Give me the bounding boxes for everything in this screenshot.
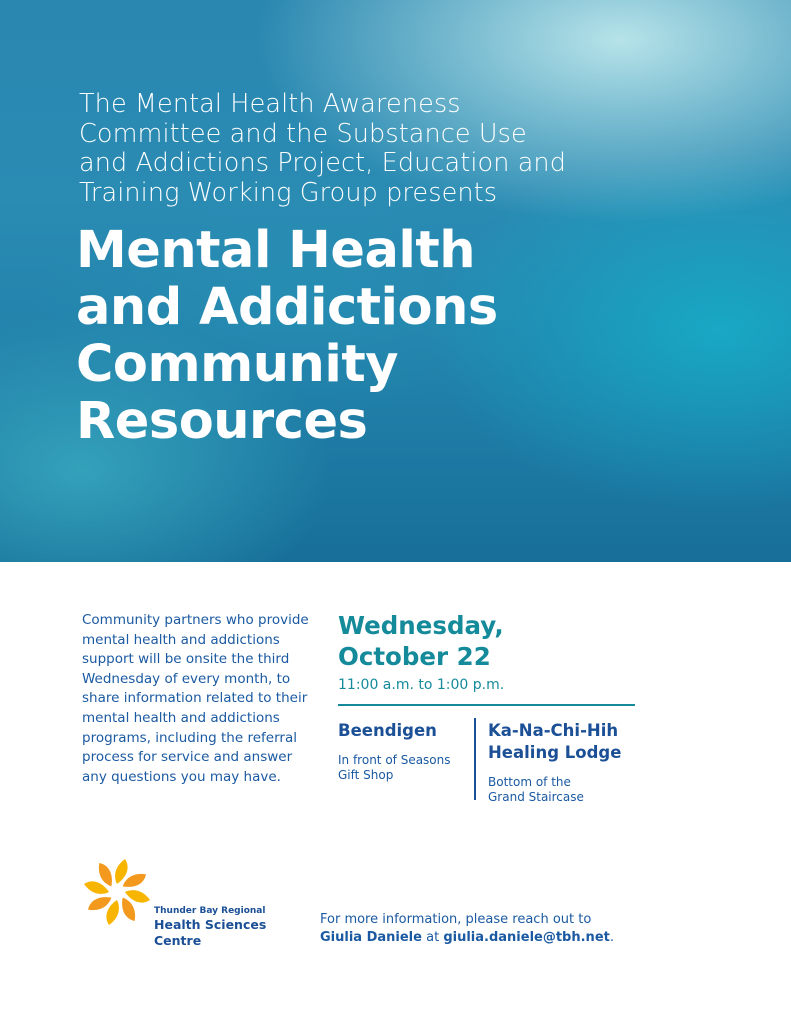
title-line: and Addictions <box>76 278 498 337</box>
contact-email-link[interactable]: giulia.daniele@tbh.net <box>443 930 610 945</box>
location-desc-line: Gift Shop <box>338 768 394 782</box>
event-date <box>338 610 504 672</box>
org-line: Thunder Bay Regional <box>154 906 266 916</box>
contact-suffix: . <box>609 930 614 945</box>
org-line: Health Sciences <box>154 917 267 932</box>
contact-info <box>320 911 750 947</box>
divider <box>338 704 635 706</box>
location-name-line: Beendigen <box>338 721 437 740</box>
location-divider <box>474 718 476 800</box>
event-description: Community partners who provide mental health and addictions support will be onsite the third Wednesday of every month, to share information related to their mental health and addictions programs, including the referral process for service and answer any questions you may have. <box>82 612 309 785</box>
intro-line: Committee and the Substance Use <box>79 118 527 149</box>
title-line: Mental Health <box>76 221 476 280</box>
date-line: Wednesday, <box>338 611 504 640</box>
location-name-line: Ka-Na-Chi-Hih <box>488 721 619 740</box>
sun-petals-icon <box>83 858 151 926</box>
location-desc-line: Bottom of the <box>488 775 571 789</box>
location-name-healing-lodge <box>488 720 621 764</box>
contact-name: Giulia Daniele <box>320 930 422 945</box>
event-time: 11:00 a.m. to 1:00 p.m. <box>338 677 505 693</box>
contact-prefix: For more information, please reach out to <box>320 912 592 927</box>
title-line: Resources <box>76 392 368 451</box>
presenters-intro <box>79 90 659 208</box>
location-desc-beendigen <box>338 753 451 783</box>
page-title <box>76 222 756 450</box>
organization-name <box>154 905 266 948</box>
location-name-line: Healing Lodge <box>488 743 622 762</box>
intro-line: The Mental Health Awareness <box>79 89 461 119</box>
location-desc-line: In front of Seasons <box>338 753 451 767</box>
date-line: October 22 <box>338 642 491 671</box>
location-desc-line: Grand Staircase <box>488 790 584 804</box>
location-desc-healing-lodge <box>488 775 584 805</box>
org-line: Centre <box>154 932 202 948</box>
title-line: Community <box>76 335 398 394</box>
intro-line: Training Working Group presents <box>79 177 498 208</box>
location-name-beendigen <box>338 720 437 742</box>
intro-line: and Addictions Project, Education and <box>79 148 566 178</box>
contact-middle: at <box>426 930 440 945</box>
